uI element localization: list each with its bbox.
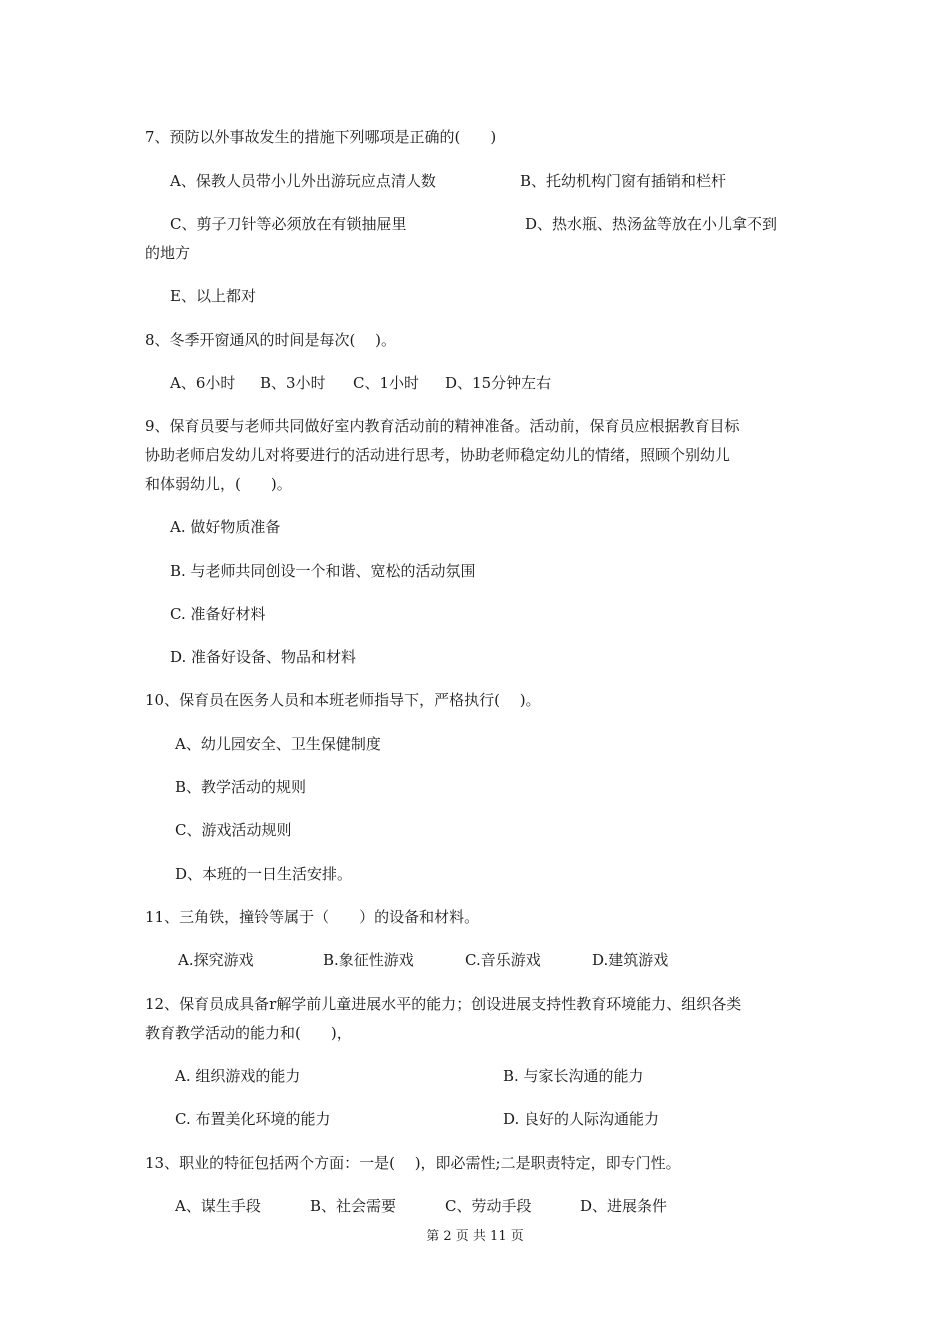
q10-option-b: B、教学活动的规则 — [175, 778, 307, 796]
q9-option-c: C. 准备好材料 — [170, 605, 266, 623]
q7-option-d-continued: 的地方 — [145, 244, 191, 262]
q11-option-b: B.象征性游戏 — [323, 951, 414, 969]
q13-option-c: C、劳动手段 — [445, 1197, 532, 1215]
q12-stem-line-2: 教育教学活动的能力和( )， — [145, 1024, 352, 1042]
q7-option-e: E、以上都对 — [170, 287, 256, 305]
q9-option-b: B. 与老师共同创设一个和谐、宽松的活动氛围 — [170, 562, 476, 580]
q9-stem-line-3: 和体弱幼儿，( )。 — [145, 475, 292, 493]
q13-stem: 13、职业的特征包括两个方面：一是( )，即必需性;二是职责特定，即专门性。 — [145, 1154, 681, 1172]
q9-stem-line-1: 9、保育员要与老师共同做好室内教育活动前的精神准备。活动前，保育员应根据教育目标 — [145, 417, 740, 435]
q11-stem: 11、三角铁，撞铃等属于（ ）的设备和材料。 — [145, 908, 480, 926]
q12-option-d: D. 良好的人际沟通能力 — [503, 1110, 660, 1128]
q9-option-a: A. 做好物质准备 — [170, 518, 281, 536]
q13-option-a: A、谋生手段 — [175, 1197, 261, 1215]
q10-option-d: D、本班的一日生活安排。 — [175, 865, 353, 883]
q8-option-b: B、3小时 — [260, 374, 326, 392]
q11-option-d: D.建筑游戏 — [592, 951, 669, 969]
q12-option-b: B. 与家长沟通的能力 — [503, 1067, 644, 1085]
q12-option-c: C. 布置美化环境的能力 — [175, 1110, 331, 1128]
q8-option-c: C、1小时 — [353, 374, 420, 392]
q8-stem: 8、冬季开窗通风的时间是每次( )。 — [145, 331, 397, 349]
page-number-footer: 第 2 页 共 11 页 — [426, 1229, 524, 1244]
q11-option-a: A.探究游戏 — [178, 951, 254, 969]
q9-option-d: D. 准备好设备、物品和材料 — [170, 648, 357, 666]
q11-option-c: C.音乐游戏 — [465, 951, 541, 969]
q12-stem-line-1: 12、保育员成具备r解学前儿童进展水平的能力；创设进展支持性教育环境能力、组织各类 — [145, 995, 742, 1013]
q12-option-a: A. 组织游戏的能力 — [175, 1067, 301, 1085]
q8-option-a: A、6小时 — [170, 374, 236, 392]
q7-option-d: D、热水瓶、热汤盆等放在小儿拿不到 — [525, 215, 778, 233]
q10-option-a: A、幼儿园安全、卫生保健制度 — [175, 735, 381, 753]
q10-option-c: C、游戏活动规则 — [175, 821, 292, 839]
q9-stem-line-2: 协助老师启发幼儿对将要进行的活动进行思考，协助老师稳定幼儿的情绪，照顾个别幼儿 — [145, 446, 731, 464]
q7-option-c: C、剪子刀针等必须放在有锁抽屉里 — [170, 215, 407, 233]
q8-option-d: D、15分钟左右 — [445, 374, 552, 392]
q13-option-b: B、社会需要 — [310, 1197, 397, 1215]
q7-option-a: A、保教人员带小儿外出游玩应点清人数 — [170, 172, 436, 190]
q7-option-b: B、托幼机构门窗有插销和栏杆 — [520, 172, 727, 190]
q10-stem: 10、保育员在医务人员和本班老师指导下，严格执行( )。 — [145, 691, 541, 709]
q13-option-d: D、进展条件 — [580, 1197, 668, 1215]
q7-stem: 7、预防以外事故发生的措施下列哪项是正确的( ) — [145, 128, 497, 146]
